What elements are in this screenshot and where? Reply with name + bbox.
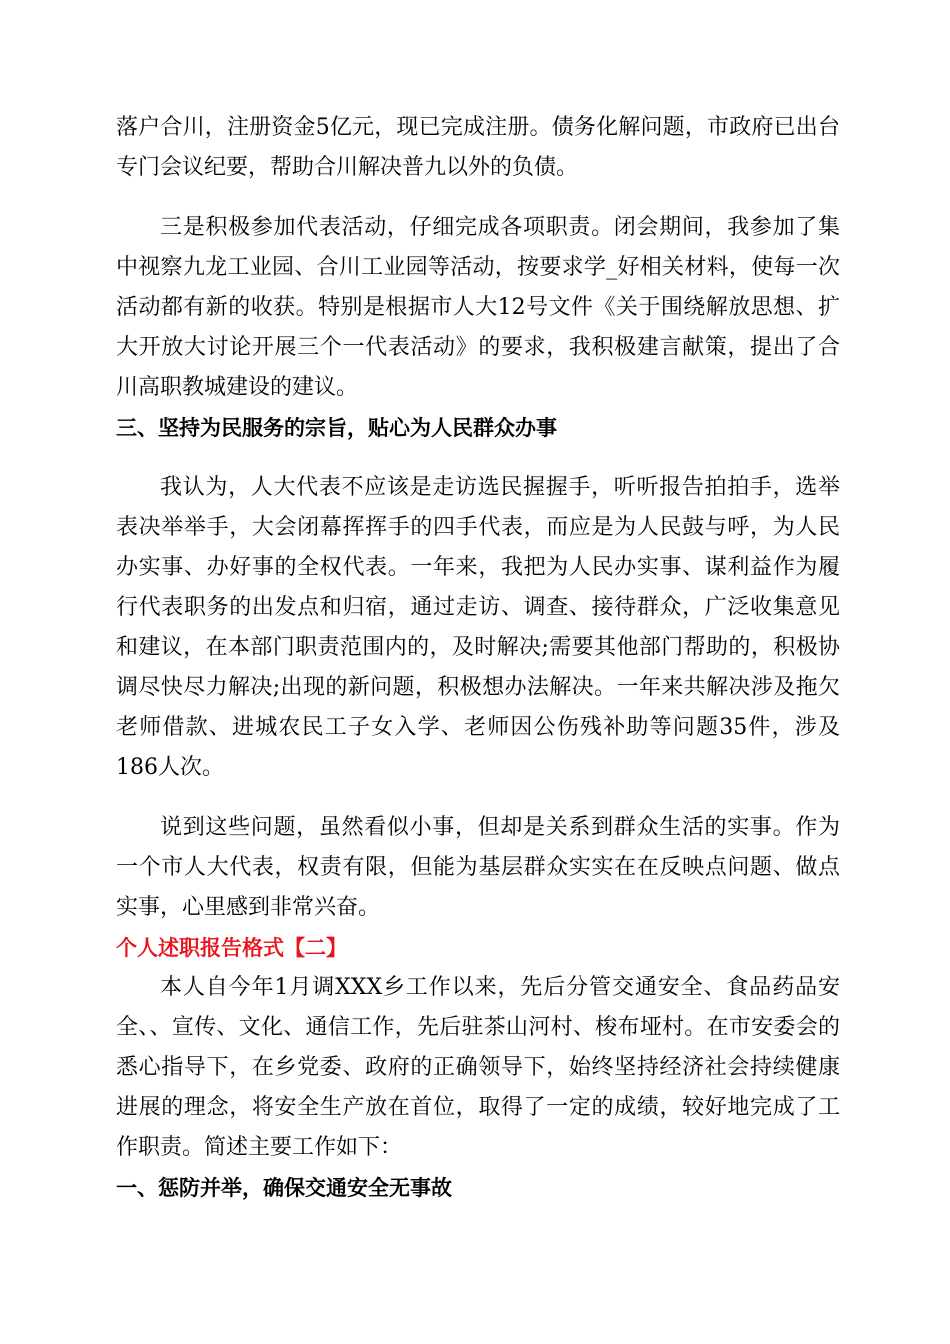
section-heading-traffic-safety: 一、惩防并举，确保交通安全无事故 (116, 1176, 452, 1200)
paragraph-registration: 落户合川，注册资金5亿元，现已完成注册。债务化解问题，市政府已出台专门会议纪要，帮助合川解决普九以外的负债。 (116, 115, 840, 180)
paragraph-reflection: 说到这些问题，虽然看似小事，但却是关系到群众生活的实事。作为一个市人大代表，权责有限，但能为基层群众实实在在反映点问题、做点实事，心里感到非常兴奋。 (116, 815, 840, 920)
paragraph-representative-duty: 我认为，人大代表不应该是走访选民握握手，听听报告拍拍手，选举表决举举手，大会闭幕挥挥手的四手代表，而应是为人民鼓与呼，为人民办实事、办好事的全权代表。一年来，我把为人民办实事、谋利益作为履行代表职务的出发点和归宿，通过走访、调查、接待群众，广泛收集意见和建议，在本部门职责范围内的，及时解决;需要其他部门帮助的，积极协调尽快尽力解决;出现的新问题，积极想办法解决。一年来共解决涉及拖欠老师借款、进城农民工子女入学、老师因公伤残补助等问题35件，涉及186人次。 (116, 475, 840, 780)
section-heading-serve-people: 三、坚持为民服务的宗旨，贴心为人民群众办事 (116, 416, 557, 440)
report-title-two: 个人述职报告格式【二】 (116, 936, 347, 960)
paragraph-work-intro: 本人自今年1月调XXX乡工作以来，先后分管交通安全、食品药品安全、、宣传、文化、通信工作，先后驻茶山河村、梭布垭村。在市安委会的悉心指导下，在乡党委、政府的正确领导下，始终坚持经济社会持续健康进展的理念，将安全生产放在首位，取得了一定的成绩，较好地完成了工作职责。简述主要工作如下： (116, 975, 840, 1160)
paragraph-representative-activities: 三是积极参加代表活动，仔细完成各项职责。闭会期间，我参加了集中视察九龙工业园、合川工业园等活动，按要求学_好相关材料，使每一次活动都有新的收获。特别是根据市人大12号文件《关于围绕解放思想、扩大开放大讨论开展三个一代表活动》的要求，我积极建言献策，提出了合川高职教城建设的建议。 (116, 215, 840, 400)
